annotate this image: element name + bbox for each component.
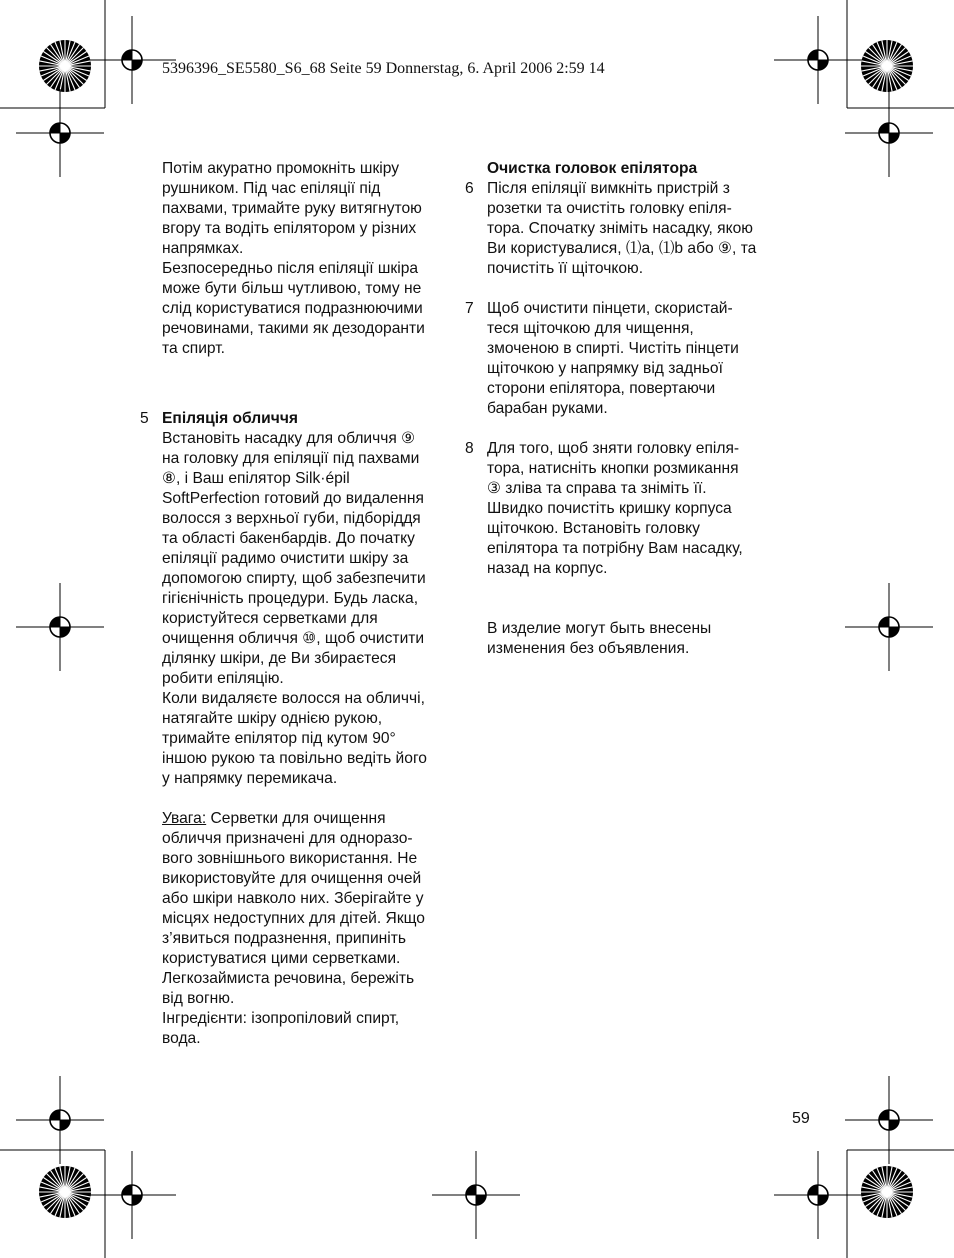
- text-line: вого зовнішнього використання. Не: [162, 850, 418, 867]
- section-number: 5: [140, 410, 149, 427]
- text-line: Встановіть насадку для обличчя ⑨: [162, 430, 416, 447]
- registration-star-icon: [861, 40, 913, 92]
- text-line: напрямках.: [162, 240, 244, 257]
- text-line: теся щіточкою для чищення,: [487, 320, 694, 337]
- text-line: змоченою в спирті. Чистіть пінцети: [487, 340, 739, 357]
- text-line: вгору та водіть епілятором у різних: [162, 220, 417, 237]
- text-line: або шкіри навколо них. Зберігайте у: [162, 890, 424, 907]
- text-line: ділянку шкіри, де Ви збираєтеся: [162, 650, 397, 667]
- text-line: Для того, щоб зняти головку епіля-: [487, 440, 740, 457]
- right-column: [465, 159, 817, 659]
- page-number: 59: [792, 1110, 810, 1127]
- text-line: В изделие могут быть внесены: [487, 620, 712, 637]
- text-line: очищення обличчя ⑩, щоб очистити: [162, 630, 425, 647]
- text-line: тримайте епілятор під кутом 90°: [162, 730, 396, 747]
- caution-label: Увага:: [162, 810, 207, 827]
- crosshair-icon: [845, 89, 933, 177]
- crosshair-icon: [845, 1076, 933, 1164]
- registration-star-icon: [39, 1166, 91, 1218]
- text-line: у напрямку перемикача.: [162, 770, 338, 787]
- print-slug: 5396396_SE5580_S6_68 Seite 59 Donnerstag, 6. April 2006 2:59 14: [162, 60, 605, 77]
- text-line: від вогню.: [162, 990, 235, 1007]
- text-line: рушником. Під час епіляції під: [162, 180, 381, 197]
- text-line: користуватися цими серветками.: [162, 950, 401, 967]
- text-line: сторони епілятора, повертаючи: [487, 380, 716, 397]
- text-line: іншою рукою та повільно ведіть його: [162, 750, 427, 767]
- text-line: пахвами, тримайте руку витягнутою: [162, 200, 422, 217]
- text-line: назад на корпус.: [487, 560, 608, 577]
- text-line: Щоб очистити пінцети, скористай-: [487, 300, 733, 317]
- paragraph-underarm-aftercare: [162, 159, 467, 259]
- text-line: користуйтеся серветками для: [162, 610, 378, 627]
- text-line: Легкозаймиста речовина, бережіть: [162, 970, 415, 987]
- text-line: епіляції радимо очистити шкіру за: [162, 550, 409, 567]
- text-line: Коли видаляєте волосся на обличчі,: [162, 690, 425, 707]
- text-line: може бути більш чутливою, тому не: [162, 280, 422, 297]
- text-line: Після епіляції вимкніть пристрій з: [487, 180, 730, 197]
- text-line: натягайте шкіру однією рукою,: [162, 710, 383, 727]
- text-line: [162, 809, 467, 829]
- text-line: на головку для епіляції під пахвами: [162, 450, 420, 467]
- section-5-facial-epilation: [140, 409, 467, 789]
- text-line: SoftPerfection готовий до видалення: [162, 490, 424, 507]
- step-number: 6: [465, 180, 474, 197]
- step-8: [465, 439, 817, 579]
- text-line: та області бакенбардів. До початку: [162, 530, 415, 547]
- crosshair-icon: [16, 1076, 104, 1164]
- crosshair-icon: [88, 1151, 176, 1239]
- text-line: Інгредієнти: ізопропіловий спирт,: [162, 1010, 400, 1027]
- crosshair-icon: [16, 89, 104, 177]
- text-line: та спирт.: [162, 340, 225, 357]
- text-line: Потім акуратно промокніть шкіру: [162, 160, 400, 177]
- crosshair-icon: [16, 583, 104, 671]
- text-line: ⑧, і Ваш епілятор Silk·épil: [162, 470, 350, 487]
- text-line: допомогою спирту, щоб забезпечити: [162, 570, 426, 587]
- text-line: тора. Спочатку зніміть насадку, якою: [487, 220, 753, 237]
- text-line: почистіть її щіточкою.: [487, 260, 644, 277]
- text-line: Ви користувалися, ⑴а, ⑴b або ⑨, та: [487, 240, 757, 257]
- crosshair-icon: [774, 1151, 862, 1239]
- step-6: [465, 179, 817, 279]
- change-notice: [487, 619, 817, 659]
- text-line: изменения без объявления.: [487, 640, 690, 657]
- text-line: щіточкою у напрямку від задньої: [487, 360, 723, 377]
- text-line: ③ зліва та справа та зніміть її.: [487, 480, 707, 497]
- step-7: [465, 299, 817, 419]
- crosshair-icon: [845, 583, 933, 671]
- text-line: робити епіляцію.: [162, 670, 284, 687]
- text-line: волосся з верхньої губи, підборіддя: [162, 510, 421, 527]
- left-column: [140, 159, 467, 1049]
- text-line: використовуйте для очищення очей: [162, 870, 422, 887]
- text-line: гігієнічність процедури. Будь ласка,: [162, 590, 419, 607]
- text-line: обличчя призначені для одноразо-: [162, 830, 413, 847]
- caution-note: [162, 809, 467, 1049]
- text-line: з’явиться подразнення, припиніть: [162, 930, 407, 947]
- text-line: барабан руками.: [487, 400, 608, 417]
- text-line: розетки та очистіть головку епіля-: [487, 200, 732, 217]
- registration-star-icon: [861, 1166, 913, 1218]
- crosshair-icon: [432, 1151, 520, 1239]
- step-number: 7: [465, 300, 474, 317]
- text-line: Швидко почистіть кришку корпуса: [487, 500, 732, 517]
- text-line: щіточкою. Встановіть головку: [487, 520, 700, 537]
- section-title: Епіляція обличчя: [162, 410, 298, 427]
- text-line: речовинами, такими як дезодоранти: [162, 320, 425, 337]
- text-line: слід користуватися подразнюючими: [162, 300, 423, 317]
- text-line: місцях недоступних для дітей. Якщо: [162, 910, 425, 927]
- text-line: Безпосередньо після епіляції шкіра: [162, 260, 419, 277]
- text-line: тора, натисніть кнопки розмикання: [487, 460, 739, 477]
- crosshair-icon: [774, 16, 862, 104]
- registration-star-icon: [39, 40, 91, 92]
- section-title-cleaning: Очистка головок епілятора: [487, 160, 698, 177]
- step-number: 8: [465, 440, 474, 457]
- text-line: епілятора та потрібну Вам насадку,: [487, 540, 743, 557]
- text-fragment: Серветки для очищення: [206, 810, 386, 827]
- paragraph-skin-sensitivity: [162, 259, 467, 359]
- text-line: вода.: [162, 1030, 201, 1047]
